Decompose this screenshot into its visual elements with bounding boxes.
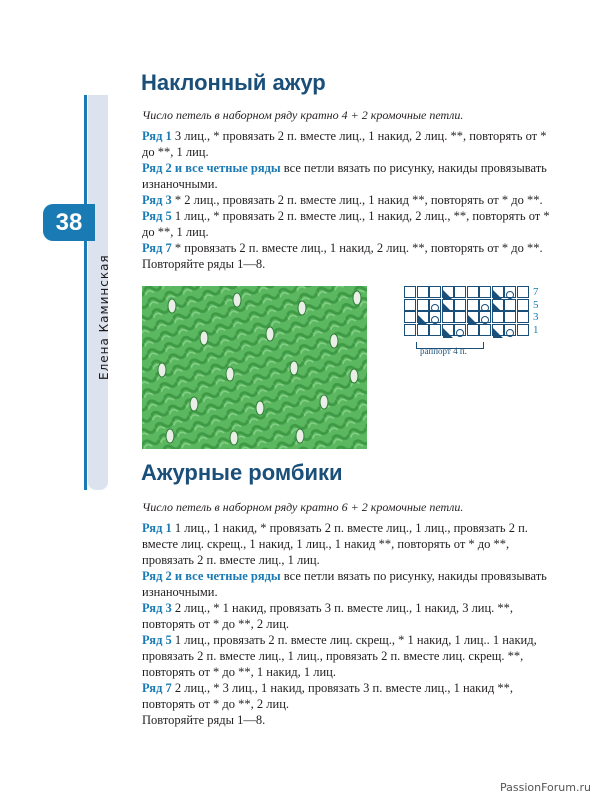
chart-cell (454, 286, 466, 298)
chart-cell (417, 299, 429, 311)
section1-row5: Ряд 5 1 лиц., * провязать 2 п. вместе лиц., 1 накид, 2 лиц., **, повторять от * до **, 1 лиц. (142, 209, 550, 239)
chart-cell (417, 324, 429, 336)
chart-cell (504, 324, 516, 336)
chart-cell (492, 324, 504, 336)
chart-cell (467, 324, 479, 336)
section2-instructions (142, 520, 562, 728)
section2-repeat: Повторяйте ряды 1—8. (142, 713, 266, 727)
section1-row1: Ряд 1 3 лиц., * провязать 2 п. вместе лиц., 1 накид, 2 лиц. **, повторять от * до **, 1 лиц. (142, 129, 547, 159)
chart-cell (417, 311, 429, 323)
knitting-sample-photo (142, 286, 367, 449)
section2-row3: Ряд 3 2 лиц., * 1 накид, провязать 3 п. вместе лиц., 1 накид, 3 лиц. **, повторять от * до **, 2 лиц. (142, 601, 514, 631)
rapport-label: раппорт 4 п. (420, 346, 467, 356)
chart-cell (479, 286, 491, 298)
chart-row-number: 3 (533, 311, 539, 323)
chart-cell (404, 299, 416, 311)
section2-title: Ажурные ромбики (141, 460, 343, 485)
knitting-texture (142, 286, 367, 449)
section1-row2: Ряд 2 и все четные ряды все петли вязать по рисунку, накиды провязывать изнаночными. (142, 161, 547, 191)
page-number: 38 (43, 204, 95, 241)
chart-cell (467, 299, 479, 311)
section1-repeat: Повторяйте ряды 1—8. (142, 257, 266, 271)
chart-cell (517, 299, 529, 311)
chart-cell (442, 286, 454, 298)
chart-cell (442, 324, 454, 336)
chart-cell (517, 311, 529, 323)
chart-row-number: 7 (533, 286, 539, 298)
chart-cell (404, 324, 416, 336)
chart-cell (504, 299, 516, 311)
chart-cell (492, 299, 504, 311)
section2-row7: Ряд 7 2 лиц., * 3 лиц., 1 накид, провязать 3 п. вместе лиц., 1 накид **, повторять от * до **, 2 лиц. (142, 681, 514, 711)
chart-cell (417, 286, 429, 298)
section1-instructions (142, 128, 562, 272)
chart-cell (454, 311, 466, 323)
chart-cell (404, 286, 416, 298)
section1-row7: Ряд 7 * провязать 2 п. вместе лиц., 1 накид, 2 лиц. **, повторять от * до **. (142, 241, 543, 255)
chart-cell (404, 311, 416, 323)
chart-cell (479, 299, 491, 311)
chart-cell (479, 311, 491, 323)
chart-cell (467, 286, 479, 298)
author-name: Елена Каминская (97, 254, 111, 380)
chart-row-number: 1 (533, 323, 539, 336)
chart-cell (492, 311, 504, 323)
chart-cell (429, 324, 441, 336)
chart-cell (442, 299, 454, 311)
chart-cell (504, 311, 516, 323)
watermark: PassionForum.ru (500, 781, 591, 794)
section1-row3: Ряд 3 * 2 лиц., провязать 2 п. вместе лиц., 1 накид **, повторять от * до **. (142, 193, 543, 207)
section2-intro: Число петель в наборном ряду кратно 6 + 2 кромочные петли. (142, 500, 464, 514)
side-accent-line (84, 95, 87, 490)
section2-row2: Ряд 2 и все четные ряды все петли вязать по рисунку, накиды провязывать изнаночными. (142, 569, 547, 599)
chart-cell (429, 311, 441, 323)
chart-cell (429, 299, 441, 311)
chart-cell (517, 286, 529, 298)
chart-cell (442, 311, 454, 323)
chart-cell (467, 311, 479, 323)
chart-cell (517, 324, 529, 336)
chart-cell (479, 324, 491, 336)
section2-row1: Ряд 1 1 лиц., 1 накид, * провязать 2 п. вместе лиц., 1 лиц., провязать 2 п. вместе лиц. скрещ., 1 накид, 1 лиц., 1 накид **, повторять от * до **, провязать 2 п. вместе лиц., 1 лиц. (142, 521, 528, 567)
chart-cell (454, 299, 466, 311)
chart-cell (492, 286, 504, 298)
chart-cell (429, 286, 441, 298)
section1-title: Наклонный ажур (141, 70, 326, 95)
section2-row5: Ряд 5 1 лиц., провязать 2 п. вместе лиц. скрещ., * 1 накид, 1 лиц.. 1 накид, провязать 2 п. вместе лиц., 1 лиц., провязать 2 п. вместе лиц. скрещ. **, повторять от * до **, 1 накид, 1 лиц. (142, 633, 537, 679)
chart-cell (454, 324, 466, 336)
chart-row-number: 5 (533, 298, 539, 311)
chart-cell (504, 286, 516, 298)
section1-intro: Число петель в наборном ряду кратно 4 + 2 кромочные петли. (142, 108, 464, 122)
